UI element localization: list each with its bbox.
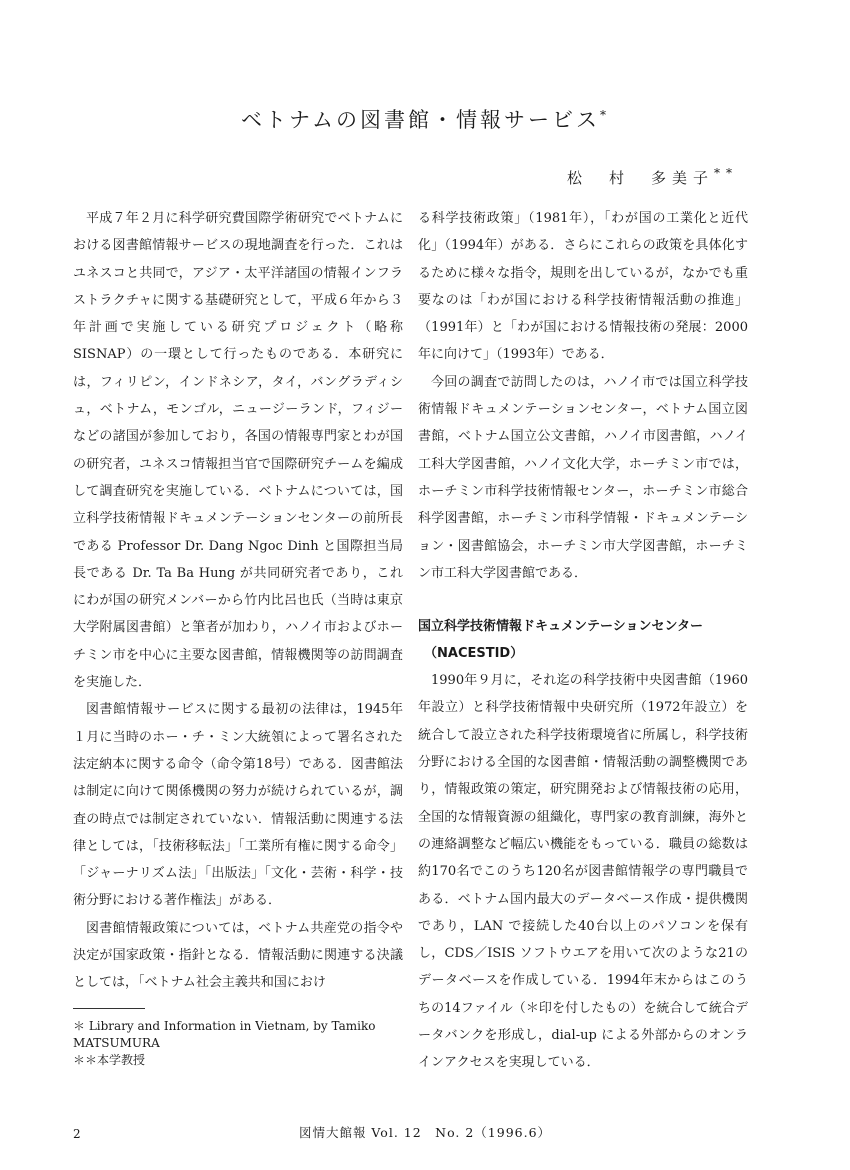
article-title [0,104,850,134]
page-number: 2 [73,1127,81,1141]
article-title-text: ベトナムの図書館・情報サービス [241,108,600,132]
footnote-author: ＊＊本学教授 [73,1053,146,1067]
author-name-text: 松 村 多美子 [566,169,714,187]
right-column [418,205,748,1077]
paragraph-policy-continued: る科学技術政策」（1981年），「わが国の工業化と近代化」（1994年）がある．さらにこれらの政策を具体化するために様々な指令，規則を出しているが，なかでも重要なのは「わが国における科学技術情報活動の推進」（1991年）と「わが国における情報技術の発展：2000年に向けて」（1993年）である． [418,211,748,363]
footnotes [73,1018,403,1069]
author-name [567,166,738,188]
paragraph-policy: 図書館情報政策については，ベトナム共産党の指令や決定が国家政策・指針となる．情報活動に関連する決議としては，「ベトナム社会主義共和国におけ [73,920,403,991]
paragraph-laws: 図書館情報サービスに関する最初の法律は，1945年１月に当時のホー・チ・ミン大統領によって署名された法定納本に関する命令（命令第18号）である．図書館法は制定に向けて関係機関の努力が続けられているが，調査の時点では制定されていない．情報活動に関連する法律としては，「技術移転法」「工業所有権に関する命令」「ジャーナリズム法」「出版法」「文化・芸術・科学・技術分野における著作権法」がある． [73,702,403,909]
paragraph-intro: 平成７年２月に科学研究費国際学術研究でベトナムにおける図書館情報サービスの現地調査を行った．これはユネスコと共同で，アジア・太平洋諸国の情報インフラストラクチャに関する基礎研究として，平成６年から３年計画で実施している研究プロジェクト（略称 SISNAP）の一環として行ったものである．本研究には，フィリピン，インドネシア，タイ，バングラディシュ，ベトナム，モンゴル，ニュージーランド，フィジーなどの諸国が参加しており，各国の情報専門家とわが国の研究者，ユネスコ情報担当官で国際研究チームを編成して調査研究を実施している．ベトナムについては，国立科学技術情報ドキュメンテーションセンターの前所長である Professor Dr. Dang Ngoc Dinh と国際担当局長である Dr. Ta Ba Hung が共同研究者であり，これにわが国の研究メンバーから竹内比呂也氏（当時は東京大学附属図書館）と筆者が加わり，ハノイ市およびホーチミン市を中心に主要な図書館，情報機関等の訪問調査を実施した． [73,211,403,691]
section-heading-acronym: （NACESTID） [424,646,524,662]
section-heading [418,613,748,667]
paragraph-nacestid: 1990年９月に，それ迄の科学技術中央図書館（1960年設立）と科学技術情報中央研究所（1972年設立）を統合して設立された科学技術環境省に所属し，科学技術分野における全国的な図書館・情報活動の調整機関であり，情報政策の策定，研究開発および情報技術の応用，全国的な情報資源の組織化，専門家の教育訓練，海外との連絡調整など幅広い機能をもっている．職員の総数は約170名でこのうち120名が図書館情報学の専門職員である．ベトナム国内最大のデータベース作成・提供機関であり，LAN で接続した40台以上のパソコンを保有し，CDS／ISIS ソフトウエアを用いて次のような21のデータベースを作成している．1994年末からはこのうちの14ファイル（＊印を付したもの）を統合して統合データバンクを形成し，dial-up による外部からのオンラインアクセスを実現している． [418,673,748,1071]
left-column [73,205,403,997]
section-heading-title: 国立科学技術情報ドキュメンテーションセンター [418,619,703,635]
title-footnote-mark: * [599,108,609,122]
footnote-title: ＊ Library and Information in Vietnam, by Tamiko MATSUMURA [73,1019,376,1050]
journal-citation: 図情大館報 Vol. 12 No. 2（1996.6） [298,1125,552,1140]
footnote-divider [73,1008,145,1009]
paragraph-visits: 今回の調査で訪問したのは，ハノイ市では国立科学技術情報ドキュメンテーションセンター，ベトナム国立図書館，ベトナム国立公文書館，ハノイ市図書館，ハノイ工科大学図書館，ハノイ文化大学，ホーチミン市では，ホーチミン市科学技術情報センター，ホーチミン市総合科学図書館，ホーチミン市科学情報・ドキュメンテーション・図書館協会，ホーチミン市大学図書館，ホーチミン市工科大学図書館である． [418,374,748,581]
author-footnote-mark: ** [714,166,738,180]
